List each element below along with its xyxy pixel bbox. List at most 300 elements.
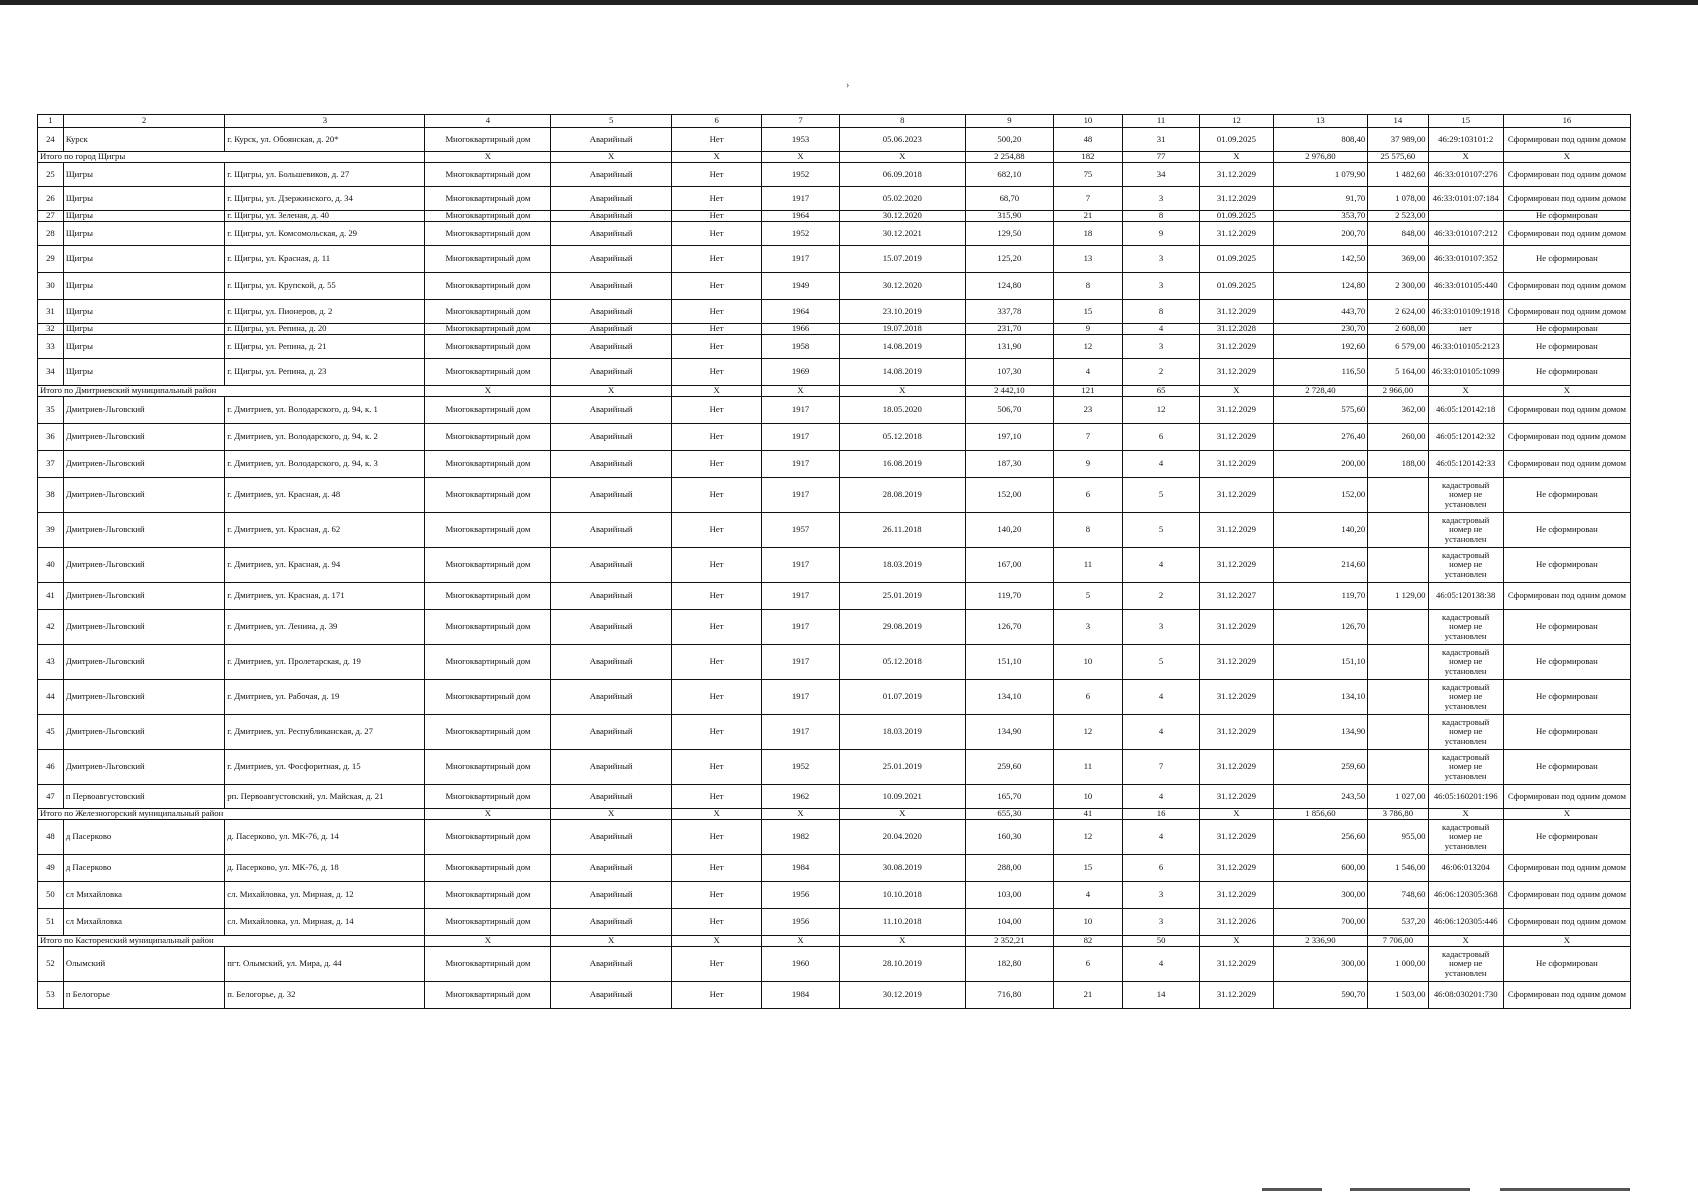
table-row (38, 909, 1631, 936)
column-number-row (38, 115, 1631, 128)
table-cell: 152,00 (965, 478, 1053, 513)
table-cell: 6 (1053, 680, 1122, 715)
table-cell: Нет (671, 820, 761, 855)
table-cell: 30.12.2021 (839, 222, 965, 246)
table-cell: Многоквартирный дом (425, 909, 551, 936)
subtotal-cell: 65 (1122, 386, 1199, 397)
table-cell: 119,70 (1273, 583, 1368, 610)
table-row (38, 947, 1631, 982)
table-cell: Не сформирован (1503, 548, 1630, 583)
table-cell: Аварийный (551, 982, 672, 1009)
column-number: 12 (1200, 115, 1273, 128)
table-cell: 214,60 (1273, 548, 1368, 583)
table-cell: Аварийный (551, 882, 672, 909)
table-cell: г. Щигры, ул. Большевиков, д. 27 (225, 163, 425, 187)
table-cell: 230,70 (1273, 324, 1368, 335)
table-cell: 31.12.2029 (1200, 300, 1273, 324)
table-cell (1368, 680, 1428, 715)
table-cell: г. Дмитриев, ул. Красная, д. 94 (225, 548, 425, 583)
table-cell: 30.12.2020 (839, 273, 965, 300)
table-cell: 05.06.2023 (839, 128, 965, 152)
table-cell: Аварийный (551, 273, 672, 300)
table-cell: Щигры (63, 246, 224, 273)
table-cell: Многоквартирный дом (425, 424, 551, 451)
table-cell: Сформирован под одним домом (1503, 855, 1630, 882)
table-cell: 31.12.2029 (1200, 359, 1273, 386)
table-cell: 200,70 (1273, 222, 1368, 246)
subtotal-cell: 655,30 (965, 809, 1053, 820)
table-cell: 134,90 (965, 715, 1053, 750)
table-cell: Нет (671, 478, 761, 513)
table-cell: Аварийный (551, 128, 672, 152)
table-row (38, 187, 1631, 211)
table-cell: 3 (1122, 246, 1199, 273)
table-cell: 2 608,00 (1368, 324, 1428, 335)
table-cell: Многоквартирный дом (425, 750, 551, 785)
table-cell: кадастровый номер не установлен (1428, 548, 1503, 583)
scan-smudge (1500, 1188, 1630, 1191)
table-cell: 590,70 (1273, 982, 1368, 1009)
column-number: 7 (762, 115, 839, 128)
table-cell: 26.11.2018 (839, 513, 965, 548)
table-cell: 39 (38, 513, 64, 548)
scan-top-edge (0, 0, 1698, 5)
table-cell: Не сформирован (1503, 680, 1630, 715)
table-cell: 31.12.2029 (1200, 750, 1273, 785)
table-cell: 31.12.2029 (1200, 187, 1273, 211)
table-cell: 10.09.2021 (839, 785, 965, 809)
table-cell: г. Дмитриев, ул. Володарского, д. 94, к. 3 (225, 451, 425, 478)
table-cell: 1917 (762, 424, 839, 451)
table-cell: Многоквартирный дом (425, 610, 551, 645)
table-cell: 23 (1053, 397, 1122, 424)
table-cell: 1962 (762, 785, 839, 809)
table-cell: 46:33:0101:07:184 (1428, 187, 1503, 211)
table-cell: 165,70 (965, 785, 1053, 809)
table-cell: 134,10 (965, 680, 1053, 715)
table-cell: 11 (1053, 750, 1122, 785)
table-cell: г. Щигры, ул. Репина, д. 23 (225, 359, 425, 386)
table-cell: 31.12.2029 (1200, 645, 1273, 680)
table-cell: 167,00 (965, 548, 1053, 583)
table-cell: кадастровый номер не установлен (1428, 750, 1503, 785)
table-row (38, 300, 1631, 324)
table-cell: Многоквартирный дом (425, 548, 551, 583)
table-cell: Нет (671, 397, 761, 424)
table-cell: Многоквартирный дом (425, 324, 551, 335)
table-cell: 36 (38, 424, 64, 451)
table-cell: Не сформирован (1503, 246, 1630, 273)
subtotal-cell: 2 976,80 (1273, 152, 1368, 163)
subtotal-cell: X (1200, 809, 1273, 820)
table-cell: Сформирован под одним домом (1503, 163, 1630, 187)
table-cell: д Пасерково (63, 855, 224, 882)
column-number: 10 (1053, 115, 1122, 128)
subtotal-cell: 41 (1053, 809, 1122, 820)
table-cell: Нет (671, 645, 761, 680)
table-cell: 4 (1122, 451, 1199, 478)
table-cell: 28.10.2019 (839, 947, 965, 982)
table-cell: 31.12.2029 (1200, 715, 1273, 750)
table-cell: кадастровый номер не установлен (1428, 513, 1503, 548)
table-cell: нет (1428, 324, 1503, 335)
table-cell: 31.12.2029 (1200, 785, 1273, 809)
table-cell: 369,00 (1368, 246, 1428, 273)
table-cell: 1917 (762, 397, 839, 424)
table-cell: кадастровый номер не установлен (1428, 680, 1503, 715)
table-cell: 31.12.2027 (1200, 583, 1273, 610)
table-cell: 46:05:120142:18 (1428, 397, 1503, 424)
table-cell: 955,00 (1368, 820, 1428, 855)
table-cell: 14.08.2019 (839, 359, 965, 386)
table-cell: Аварийный (551, 222, 672, 246)
table-cell: Многоквартирный дом (425, 478, 551, 513)
table-cell: Нет (671, 211, 761, 222)
table-cell: Нет (671, 163, 761, 187)
table-cell: 362,00 (1368, 397, 1428, 424)
table-row (38, 855, 1631, 882)
table-cell: 1917 (762, 478, 839, 513)
table-cell: 3 (1053, 610, 1122, 645)
table-cell: Не сформирован (1503, 359, 1630, 386)
table-cell: 37 989,00 (1368, 128, 1428, 152)
table-cell: 18 (1053, 222, 1122, 246)
table-cell: 31.12.2029 (1200, 855, 1273, 882)
subtotal-cell: 2 966,00 (1368, 386, 1428, 397)
table-cell: Дмитриев-Льговский (63, 583, 224, 610)
table-cell: Сформирован под одним домом (1503, 273, 1630, 300)
table-cell: 18.05.2020 (839, 397, 965, 424)
table-cell: 700,00 (1273, 909, 1368, 936)
table-cell: Сформирован под одним домом (1503, 451, 1630, 478)
table-cell: 276,40 (1273, 424, 1368, 451)
table-cell: 140,20 (1273, 513, 1368, 548)
table-cell: Аварийный (551, 211, 672, 222)
subtotal-cell: 182 (1053, 152, 1122, 163)
table-cell: 26 (38, 187, 64, 211)
table-cell: 1917 (762, 610, 839, 645)
subtotal-cell: X (762, 936, 839, 947)
subtotal-cell: X (839, 386, 965, 397)
table-cell: 31.12.2029 (1200, 548, 1273, 583)
table-cell: 45 (38, 715, 64, 750)
table-cell: Многоквартирный дом (425, 882, 551, 909)
table-cell (1368, 478, 1428, 513)
table-cell: 31.12.2029 (1200, 397, 1273, 424)
table-cell: Аварийный (551, 947, 672, 982)
table-cell: Многоквартирный дом (425, 397, 551, 424)
table-row (38, 982, 1631, 1009)
table-cell: 20.04.2020 (839, 820, 965, 855)
subtotal-label: Итого по Касторенский муниципальный район (38, 936, 425, 947)
subtotal-cell: X (1428, 386, 1503, 397)
table-cell: 808,40 (1273, 128, 1368, 152)
table-cell: Многоквартирный дом (425, 451, 551, 478)
table-cell: г. Щигры, ул. Репина, д. 20 (225, 324, 425, 335)
table-row (38, 273, 1631, 300)
table-cell: Сформирован под одним домом (1503, 128, 1630, 152)
table-cell: 1 482,60 (1368, 163, 1428, 187)
table-cell (1368, 513, 1428, 548)
table-cell: 4 (1122, 785, 1199, 809)
table-cell: 1917 (762, 451, 839, 478)
table-cell: кадастровый номер не установлен (1428, 645, 1503, 680)
table-row (38, 397, 1631, 424)
subtotal-row (38, 936, 1631, 947)
subtotal-cell: X (671, 386, 761, 397)
table-cell: 5 164,00 (1368, 359, 1428, 386)
table-cell: Аварийный (551, 855, 672, 882)
table-cell: Нет (671, 583, 761, 610)
table-cell: Аварийный (551, 909, 672, 936)
table-cell: 19.07.2018 (839, 324, 965, 335)
subtotal-row (38, 386, 1631, 397)
table-cell: г. Щигры, ул. Дзержинского, д. 34 (225, 187, 425, 211)
table-cell: Аварийный (551, 645, 672, 680)
table-cell: Нет (671, 750, 761, 785)
column-number: 1 (38, 115, 64, 128)
table-cell: 1917 (762, 645, 839, 680)
table-cell: 600,00 (1273, 855, 1368, 882)
table-cell: 46:33:010107:276 (1428, 163, 1503, 187)
table-cell: 3 (1122, 610, 1199, 645)
table-cell: 31.12.2029 (1200, 882, 1273, 909)
table-cell: Щигры (63, 300, 224, 324)
table-cell: Нет (671, 909, 761, 936)
table-cell: г. Дмитриев, ул. Красная, д. 48 (225, 478, 425, 513)
table-cell: 200,00 (1273, 451, 1368, 478)
table-cell: 25 (38, 163, 64, 187)
table-cell: Нет (671, 359, 761, 386)
table-cell: 31.12.2029 (1200, 610, 1273, 645)
subtotal-row (38, 809, 1631, 820)
table-cell: 1 027,00 (1368, 785, 1428, 809)
table-cell: Не сформирован (1503, 645, 1630, 680)
table-cell: 353,70 (1273, 211, 1368, 222)
table-cell: Нет (671, 300, 761, 324)
table-cell: 1966 (762, 324, 839, 335)
table-cell: 126,70 (965, 610, 1053, 645)
table-cell: 300,00 (1273, 882, 1368, 909)
table-cell: 7 (1053, 187, 1122, 211)
table-cell: 44 (38, 680, 64, 715)
table-cell: Многоквартирный дом (425, 645, 551, 680)
table-cell: Многоквартирный дом (425, 273, 551, 300)
table-row (38, 163, 1631, 187)
table-cell: Аварийный (551, 715, 672, 750)
table-row (38, 128, 1631, 152)
table-row (38, 478, 1631, 513)
table-cell: Щигры (63, 222, 224, 246)
table-cell: п Белогорье (63, 982, 224, 1009)
table-cell: 2 300,00 (1368, 273, 1428, 300)
table-cell: Не сформирован (1503, 324, 1630, 335)
table-cell: 33 (38, 335, 64, 359)
table-cell: 124,80 (1273, 273, 1368, 300)
table-cell: Аварийный (551, 513, 672, 548)
table-cell: 300,00 (1273, 947, 1368, 982)
table-cell: Щигры (63, 163, 224, 187)
table-cell: Нет (671, 680, 761, 715)
table-cell: Аварийный (551, 820, 672, 855)
table-cell: 140,20 (965, 513, 1053, 548)
column-number: 15 (1428, 115, 1503, 128)
table-cell: 46:33:010107:352 (1428, 246, 1503, 273)
table-cell: Не сформирован (1503, 820, 1630, 855)
table-cell: Не сформирован (1503, 715, 1630, 750)
table-cell: 4 (1122, 324, 1199, 335)
table-cell: Аварийный (551, 163, 672, 187)
table-cell: 4 (1053, 882, 1122, 909)
table-cell: г. Дмитриев, ул. Пролетарская, д. 19 (225, 645, 425, 680)
column-number: 2 (63, 115, 224, 128)
subtotal-cell: 2 336,90 (1273, 936, 1368, 947)
table-cell: Многоквартирный дом (425, 583, 551, 610)
table-cell: Многоквартирный дом (425, 335, 551, 359)
table-cell: 14.08.2019 (839, 335, 965, 359)
table-cell: 4 (1122, 820, 1199, 855)
table-cell: Нет (671, 273, 761, 300)
table-cell: 05.12.2018 (839, 424, 965, 451)
table-cell: сл. Михайловка, ул. Мирная, д. 12 (225, 882, 425, 909)
subtotal-label: Итого по Железногорский муниципальный район (38, 809, 425, 820)
table-cell: 9 (1053, 324, 1122, 335)
table-cell: 48 (1053, 128, 1122, 152)
table-row (38, 645, 1631, 680)
table-cell: 160,30 (965, 820, 1053, 855)
subtotal-cell: X (839, 152, 965, 163)
table-cell: 1956 (762, 882, 839, 909)
table-cell: 259,60 (1273, 750, 1368, 785)
table-cell: 8 (1053, 273, 1122, 300)
table-cell: 116,50 (1273, 359, 1368, 386)
table-cell: 10 (1053, 645, 1122, 680)
subtotal-cell: X (551, 936, 672, 947)
table-row (38, 246, 1631, 273)
table-cell: 107,30 (965, 359, 1053, 386)
table-cell: 46:06:120305:446 (1428, 909, 1503, 936)
table-cell: Нет (671, 947, 761, 982)
table-cell: 131,90 (965, 335, 1053, 359)
subtotal-cell: X (762, 152, 839, 163)
table-cell: 25.01.2019 (839, 750, 965, 785)
table-cell: Сформирован под одним домом (1503, 397, 1630, 424)
table-cell: Щигры (63, 211, 224, 222)
table-cell: п Первоавгустовский (63, 785, 224, 809)
table-cell: 3 (1122, 335, 1199, 359)
table-cell: 256,60 (1273, 820, 1368, 855)
table-cell: Аварийный (551, 324, 672, 335)
table-cell: Аварийный (551, 451, 672, 478)
table-cell: 11 (1053, 548, 1122, 583)
subtotal-cell: 2 728,40 (1273, 386, 1368, 397)
table-cell: 12 (1053, 820, 1122, 855)
table-row (38, 324, 1631, 335)
table-cell: 30.12.2019 (839, 982, 965, 1009)
subtotal-cell: 3 786,80 (1368, 809, 1428, 820)
table-cell: 231,70 (965, 324, 1053, 335)
table-cell: 243,50 (1273, 785, 1368, 809)
table-cell: 6 (1122, 424, 1199, 451)
table-cell: Сформирован под одним домом (1503, 982, 1630, 1009)
table-cell: 1953 (762, 128, 839, 152)
subtotal-cell: X (1503, 386, 1630, 397)
table-cell: Аварийный (551, 583, 672, 610)
table-row (38, 222, 1631, 246)
table-cell: Нет (671, 222, 761, 246)
table-cell: 24 (38, 128, 64, 152)
table-cell: 31.12.2029 (1200, 820, 1273, 855)
table-cell: г. Дмитриев, ул. Фосфоритная, д. 15 (225, 750, 425, 785)
table-cell: 46:05:120142:32 (1428, 424, 1503, 451)
table-cell: 3 (1122, 273, 1199, 300)
table-cell: 2 (1122, 583, 1199, 610)
table-cell: 2 (1122, 359, 1199, 386)
table-cell: 14 (1122, 982, 1199, 1009)
table-cell: Дмитриев-Льговский (63, 645, 224, 680)
table-cell: Сформирован под одним домом (1503, 785, 1630, 809)
table-cell: 48 (38, 820, 64, 855)
table-cell: 104,00 (965, 909, 1053, 936)
table-cell: Многоквартирный дом (425, 715, 551, 750)
table-cell: Аварийный (551, 246, 672, 273)
table-cell: 16.08.2019 (839, 451, 965, 478)
table-cell: кадастровый номер не установлен (1428, 820, 1503, 855)
table-row (38, 820, 1631, 855)
table-cell: 119,70 (965, 583, 1053, 610)
table-cell: г. Щигры, ул. Крупской, д. 55 (225, 273, 425, 300)
table-cell: Нет (671, 548, 761, 583)
table-cell: 259,60 (965, 750, 1053, 785)
table-cell: Дмитриев-Льговский (63, 680, 224, 715)
table-cell: Не сформирован (1503, 750, 1630, 785)
table-cell: 01.09.2025 (1200, 246, 1273, 273)
table-cell: 28 (38, 222, 64, 246)
subtotal-cell: X (1200, 936, 1273, 947)
table-row (38, 424, 1631, 451)
table-cell: 31.12.2029 (1200, 478, 1273, 513)
table-cell: Нет (671, 513, 761, 548)
table-cell: 12 (1122, 397, 1199, 424)
table-cell: 4 (1122, 715, 1199, 750)
table-cell: д. Пасерково, ул. МК-76, д. 14 (225, 820, 425, 855)
table-cell: 748,60 (1368, 882, 1428, 909)
table-cell: Нет (671, 982, 761, 1009)
table-cell: 1960 (762, 947, 839, 982)
table-cell: Дмитриев-Льговский (63, 548, 224, 583)
table-cell: Многоквартирный дом (425, 359, 551, 386)
table-cell: сл Михайловка (63, 909, 224, 936)
subtotal-cell: X (551, 809, 672, 820)
subtotal-cell: 2 352,21 (965, 936, 1053, 947)
table-cell (1368, 645, 1428, 680)
table-cell: 1952 (762, 750, 839, 785)
table-cell: Не сформирован (1503, 211, 1630, 222)
table-cell: 91,70 (1273, 187, 1368, 211)
subtotal-cell: X (1428, 936, 1503, 947)
table-cell: 5 (1122, 645, 1199, 680)
table-cell: 10 (1053, 909, 1122, 936)
table-cell: 40 (38, 548, 64, 583)
table-cell: Многоквартирный дом (425, 128, 551, 152)
table-cell: Нет (671, 335, 761, 359)
table-cell: г. Дмитриев, ул. Володарского, д. 94, к. 2 (225, 424, 425, 451)
table-cell: 3 (1122, 882, 1199, 909)
table-cell: г. Щигры, ул. Репина, д. 21 (225, 335, 425, 359)
table-cell: 06.09.2018 (839, 163, 965, 187)
table-cell: 15 (1053, 300, 1122, 324)
table-cell: 46:33:010107:212 (1428, 222, 1503, 246)
